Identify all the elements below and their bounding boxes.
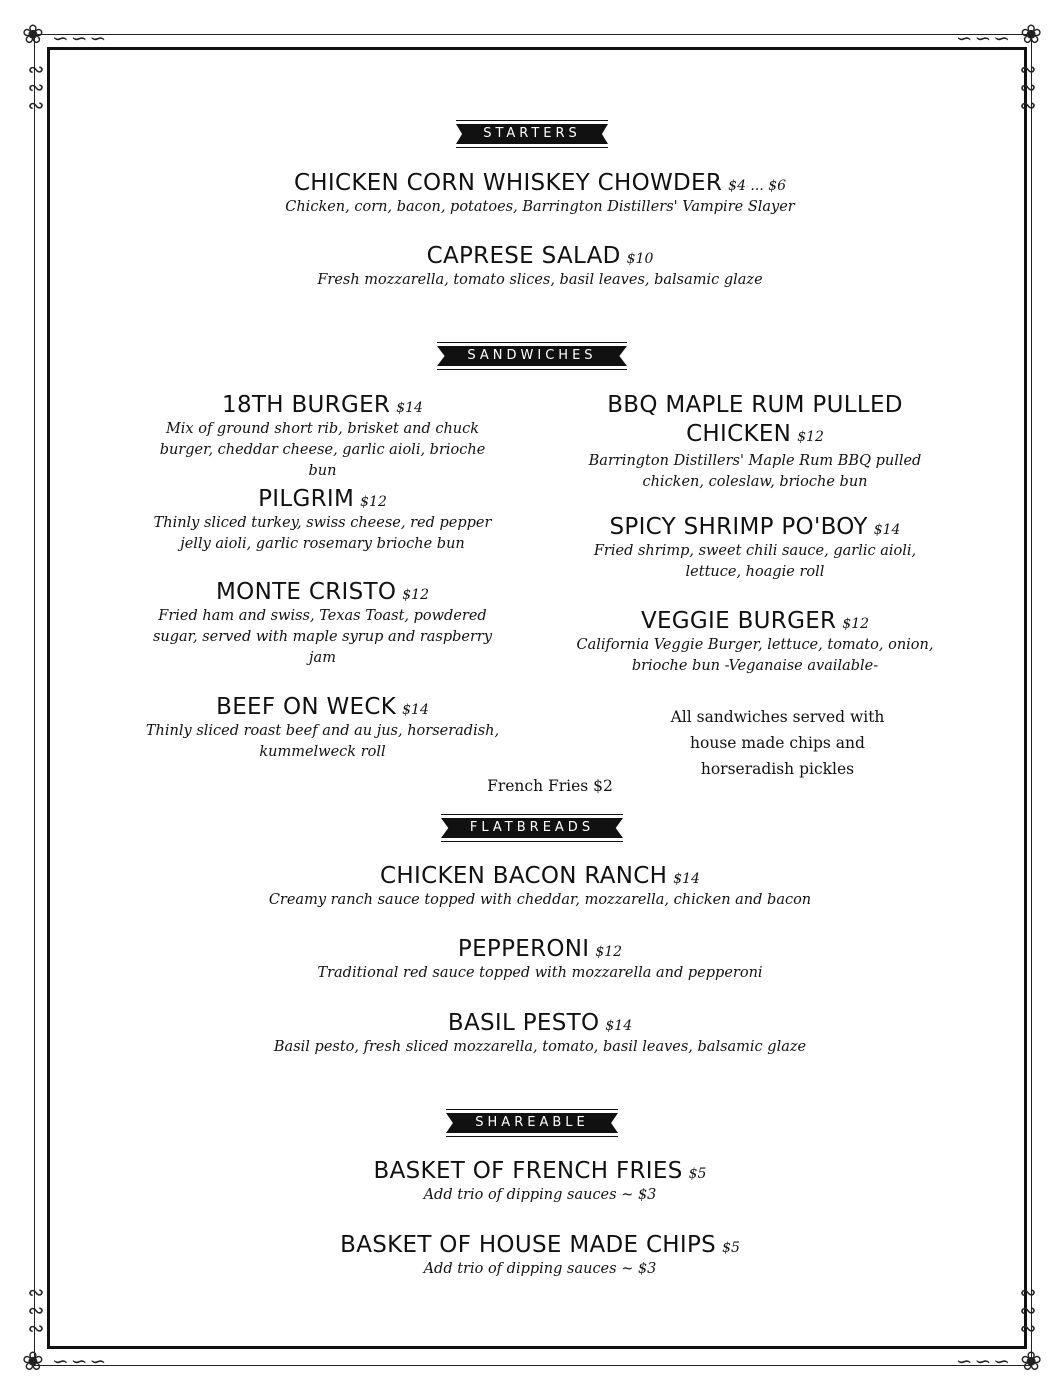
- item-description: Chicken, corn, bacon, potatoes, Barrington Distillers' Vampire Slayer: [285, 199, 795, 215]
- item-description: Traditional red sauce topped with mozzarella and pepperoni: [317, 965, 763, 981]
- section-banner-starters: [456, 120, 608, 148]
- scroll-ornament-icon: ∾ ∾ ∾: [1019, 57, 1037, 117]
- item-name: PILGRIM: [258, 486, 355, 512]
- item-price: $14: [402, 702, 429, 718]
- item-description: Add trio of dipping sauces ~ $3: [423, 1261, 657, 1277]
- item-name: CHICKEN CORN WHISKEY CHOWDER: [293, 170, 723, 196]
- menu-item: [100, 243, 980, 291]
- item-description: Basil pesto, fresh sliced mozzarella, tomato, basil leaves, balsamic glaze: [273, 1039, 807, 1055]
- menu-item: [100, 1232, 980, 1280]
- item-description: Barrington Distillers' Maple Rum BBQ pulled chicken, coleslaw, brioche bun: [588, 453, 922, 490]
- item-price: $4 ... $6: [728, 178, 787, 194]
- item-description: Thinly sliced turkey, swiss cheese, red pepper jelly aioli, garlic rosemary brioche bun: [153, 515, 492, 552]
- item-price: $12: [402, 587, 429, 603]
- scroll-ornament-icon: ∽∽∽: [955, 1349, 1012, 1373]
- menu-item: [100, 1010, 980, 1058]
- menu-item: [100, 170, 980, 218]
- item-description: Fresh mozzarella, tomato slices, basil leaves, balsamic glaze: [317, 272, 763, 288]
- item-name: 18TH BURGER: [222, 392, 391, 418]
- item-price: $12: [797, 429, 824, 445]
- item-description: Thinly sliced roast beef and au jus, horseradish, kummelweck roll: [145, 723, 500, 760]
- item-description: California Veggie Burger, lettuce, tomato, onion, brioche bun -Veganaise available-: [576, 637, 934, 674]
- scroll-ornament-icon: ❀: [22, 20, 44, 50]
- item-name: BEEF ON WECK: [216, 694, 397, 720]
- section-title: FLATBREADS: [469, 820, 595, 835]
- item-description: Mix of ground short rib, brisket and chuck burger, cheddar cheese, garlic aioli, brioche bun: [159, 421, 486, 479]
- item-price: $5: [688, 1166, 707, 1182]
- item-price: $14: [396, 400, 423, 416]
- scroll-ornament-icon: ∾ ∾ ∾: [27, 57, 45, 117]
- section-title: SHAREABLE: [475, 1115, 589, 1130]
- item-price: $14: [673, 871, 700, 887]
- menu-item: [575, 608, 935, 677]
- scroll-ornament-icon: ❀: [22, 1347, 44, 1377]
- item-price: $12: [842, 616, 870, 632]
- sandwich-note: All sandwiches served with house made chips and horseradish pickles: [670, 708, 885, 778]
- item-price: $14: [605, 1018, 633, 1034]
- item-name: BASIL PESTO: [447, 1010, 600, 1036]
- menu-item: [575, 392, 935, 493]
- menu-item: [100, 863, 980, 911]
- item-price: $10: [626, 251, 654, 267]
- item-description: Add trio of dipping sauces ~ $3: [423, 1187, 657, 1203]
- menu-item: [100, 1158, 980, 1206]
- scroll-ornament-icon: ❀: [1020, 20, 1042, 50]
- item-name: PEPPERONI: [457, 936, 590, 962]
- menu-item: [145, 694, 500, 763]
- item-name: SPICY SHRIMP PO'BOY: [609, 514, 868, 540]
- item-price: $12: [595, 944, 623, 960]
- menu-item: [100, 936, 980, 984]
- item-price: $5: [722, 1240, 740, 1256]
- item-name: CAPRESE SALAD: [426, 243, 621, 269]
- section-title: STARTERS: [483, 126, 581, 141]
- section-banner-sandwiches: [437, 342, 627, 370]
- item-description: Fried shrimp, sweet chili sauce, garlic aioli, lettuce, hoagie roll: [593, 543, 917, 580]
- item-price: $14: [873, 522, 901, 538]
- scroll-ornament-icon: ❀: [1020, 1347, 1042, 1377]
- scroll-ornament-icon: ∾ ∾ ∾: [27, 1280, 45, 1340]
- item-name: CHICKEN BACON RANCH: [380, 863, 668, 889]
- item-name: BASKET OF HOUSE MADE CHIPS: [340, 1232, 717, 1258]
- item-name: MONTE CRISTO: [216, 579, 397, 605]
- scroll-ornament-icon: ∽∽∽: [52, 26, 109, 50]
- fries-note: French Fries $2: [487, 777, 613, 795]
- scroll-ornament-icon: ∽∽∽: [955, 26, 1012, 50]
- menu-item: [145, 579, 500, 669]
- menu-item: [145, 486, 500, 555]
- scroll-ornament-icon: ∽∽∽: [52, 1349, 109, 1373]
- menu-item: [575, 514, 935, 583]
- section-banner-flatbreads: [441, 814, 623, 842]
- menu-item: [145, 392, 500, 482]
- item-price: $12: [360, 494, 387, 510]
- scroll-ornament-icon: ∾ ∾ ∾: [1019, 1280, 1037, 1340]
- item-description: Fried ham and swiss, Texas Toast, powdered sugar, served with maple syrup and raspberry jam: [152, 608, 493, 666]
- section-title: SANDWICHES: [467, 348, 597, 363]
- item-description: Creamy ranch sauce topped with cheddar, mozzarella, chicken and bacon: [268, 892, 812, 908]
- item-name: VEGGIE BURGER: [640, 608, 837, 634]
- item-name: BASKET OF FRENCH FRIES: [373, 1158, 683, 1184]
- item-name: BBQ MAPLE RUM PULLED CHICKEN: [607, 392, 903, 447]
- section-banner-shareable: [446, 1109, 618, 1137]
